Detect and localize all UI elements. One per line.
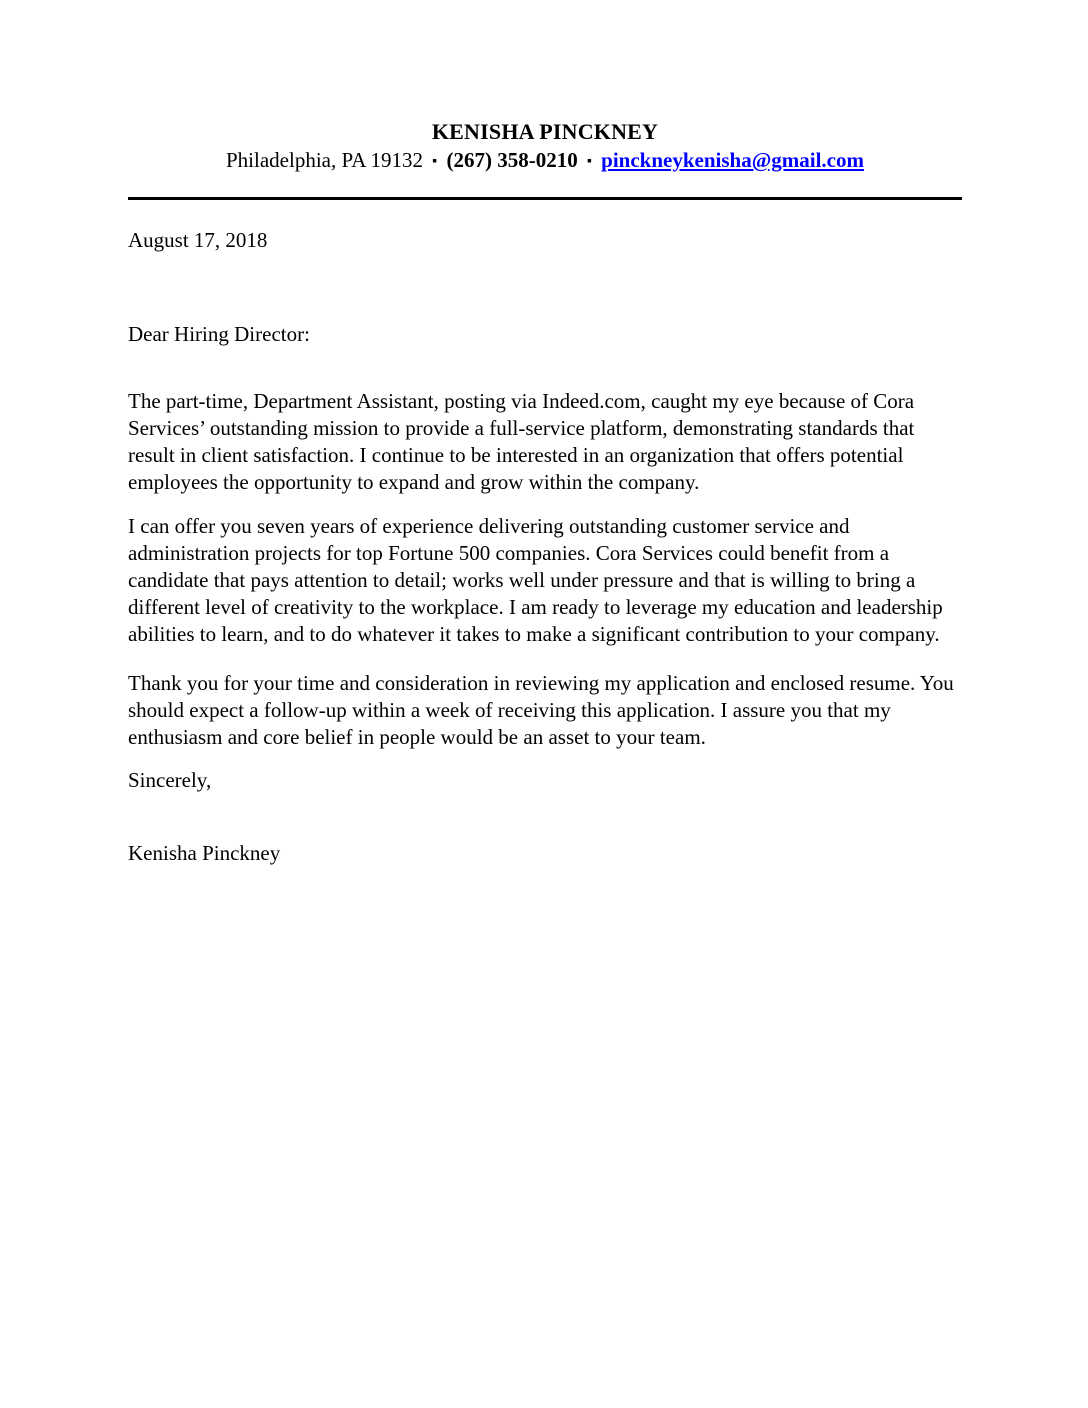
body-paragraph: I can offer you seven years of experience delivering outstanding customer service and administration projects for top Fortune 500 companies. Cora Services could benefit from a candidate that pays attention to detail; works well under pressure and that is willing to bring a different level of creativity to the workplace. I am ready to leverage my education and leadership abilities to learn, and to do whatever it takes to make a significant contribution to your company. [128, 514, 943, 646]
body-paragraph: The part-time, Department Assistant, posting via Indeed.com, caught my eye because of Cora Services’ outstanding mission to provide a full-service platform, demonstrating standards that result in client satisfaction. I continue to be interested in an organization that offers potential employees the opportunity to expand and grow within the company. [128, 389, 915, 494]
header-divider [128, 197, 962, 200]
signature-name: Kenisha Pinckney [128, 841, 281, 865]
contact-line [128, 147, 962, 175]
separator-square-icon: ▪ [586, 154, 592, 169]
salutation: Dear Hiring Director: [128, 322, 310, 346]
contact-phone: (267) 358-0210 [446, 148, 578, 172]
applicant-name: KENISHA PINCKNEY [431, 119, 659, 144]
body-paragraph: Thank you for your time and consideration in reviewing my application and enclosed resume. You should expect a follow-up within a week of receiving this application. I assure you that my enthusiasm and core belief in people would be an asset to your team. [128, 671, 954, 749]
separator-square-icon: ▪ [432, 154, 438, 169]
closing: Sincerely, [128, 768, 212, 792]
email-link[interactable]: pinckneykenisha@gmail.com [601, 148, 864, 172]
letterhead [128, 118, 962, 175]
letter-date: August 17, 2018 [128, 228, 268, 252]
contact-location: Philadelphia, PA 19132 [226, 148, 423, 172]
